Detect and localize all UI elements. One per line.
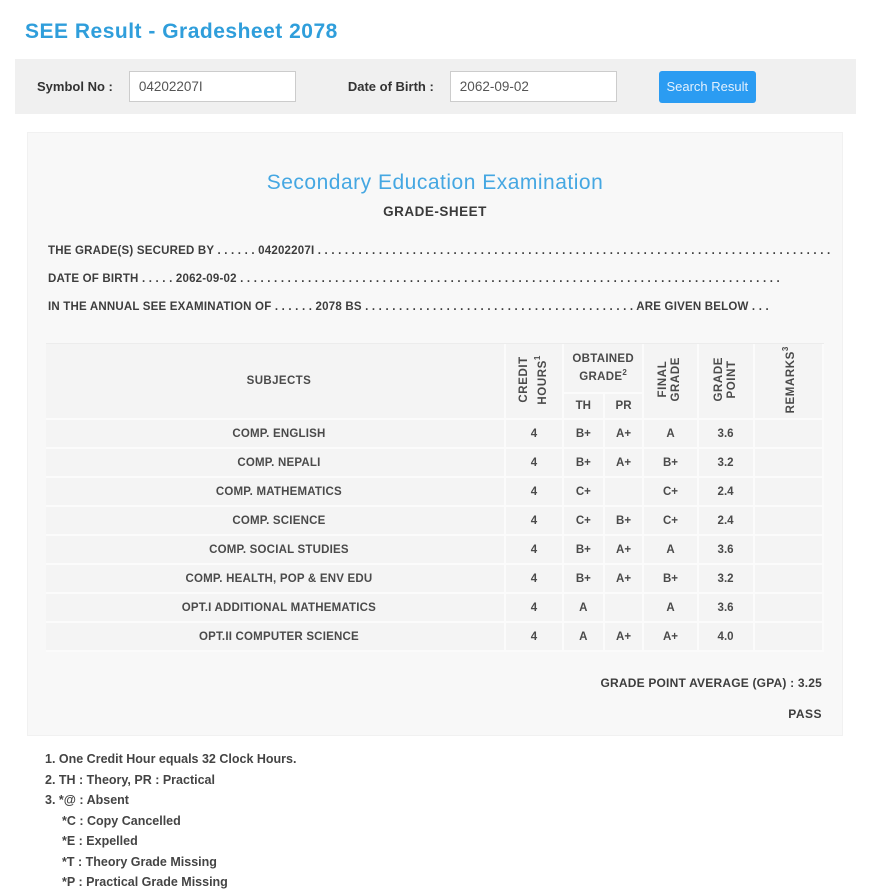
table-row	[46, 449, 824, 478]
remarks-cell	[755, 478, 824, 507]
grade-point-cell: 3.6	[699, 420, 755, 449]
obtained-grade-line2: GRADE	[579, 370, 623, 383]
remarks-cell	[755, 565, 824, 594]
credit-cell: 4	[506, 536, 564, 565]
gpa-line: GRADE POINT AVERAGE (GPA) : 3.25	[600, 676, 822, 690]
credit-cell: 4	[506, 420, 564, 449]
remarks-sup: 3	[780, 345, 790, 351]
note-line: *P : Practical Grade Missing	[62, 875, 228, 889]
note-line: 2. TH : Theory, PR : Practical	[45, 772, 215, 787]
final-grade-cell: B+	[644, 449, 698, 478]
remarks-header	[755, 344, 824, 420]
th-grade-cell: B+	[564, 536, 605, 565]
subject-cell: COMP. ENGLISH	[46, 420, 506, 449]
final-grade-cell: A	[644, 420, 698, 449]
th-subheader: TH	[564, 394, 605, 420]
search-bar	[15, 59, 856, 114]
pr-grade-cell	[605, 478, 645, 507]
grade-secured-line: THE GRADE(S) SECURED BY . . . . . . 04202207I . . . . . . . . . . . . . . . . . . . . . . . . . . . . . . . . . . . . . . . . . . . . . . . . . . . . . . . . . . . . . . . . . . . . . . . . . . . .	[48, 245, 831, 257]
final-grade-line1: FINAL	[657, 361, 670, 398]
grades-table	[46, 343, 824, 652]
grade-point-cell: 2.4	[699, 507, 755, 536]
credit-cell: 4	[506, 565, 564, 594]
exam-heading: Secondary Education Examination	[266, 171, 604, 194]
grade-point-cell: 2.4	[699, 478, 755, 507]
pr-subheader: PR	[605, 394, 645, 420]
date-of-birth-label: Date of Birth :	[347, 79, 434, 94]
note-line: *E : Expelled	[62, 834, 138, 848]
page-title: SEE Result - Gradesheet 2078	[25, 20, 338, 43]
subject-cell: COMP. NEPALI	[46, 449, 506, 478]
final-grade-cell: C+	[644, 507, 698, 536]
th-grade-cell: A	[564, 594, 605, 623]
final-grade-cell: C+	[644, 478, 698, 507]
grade-point-cell: 3.6	[699, 594, 755, 623]
obtained-grade-line1: OBTAINED	[572, 353, 634, 366]
credit-cell: 4	[506, 594, 564, 623]
table-row	[46, 478, 824, 507]
grades-body	[46, 420, 824, 652]
note-line: *T : Theory Grade Missing	[62, 854, 217, 869]
pr-grade-cell: A+	[605, 449, 645, 478]
obtained-grade-header	[564, 344, 644, 394]
grade-point-header	[699, 344, 755, 420]
table-row	[46, 420, 824, 449]
remarks-cell	[755, 623, 824, 652]
th-grade-cell: B+	[564, 449, 605, 478]
pr-grade-cell: B+	[605, 507, 645, 536]
credit-cell: 4	[506, 623, 564, 652]
pr-grade-cell: A+	[605, 623, 645, 652]
remarks-cell	[755, 507, 824, 536]
credit-cell: 4	[506, 449, 564, 478]
table-row	[46, 565, 824, 594]
dob-line: DATE OF BIRTH . . . . . 2062-09-02 . . . . . . . . . . . . . . . . . . . . . . . . . . . . . . . . . . . . . . . . . . . . . . . . . . . . . . . . . . . . . . . . . . . . . . . . . . . . . . . .	[48, 273, 780, 285]
credit-cell: 4	[506, 478, 564, 507]
credit-cell: 4	[506, 507, 564, 536]
remarks-cell	[755, 594, 824, 623]
footnotes	[45, 749, 871, 893]
final-grade-cell: A	[644, 594, 698, 623]
grade-point-line1: GRADE	[712, 357, 725, 402]
date-of-birth-input[interactable]	[450, 71, 617, 102]
final-grade-line2: GRADE	[670, 357, 683, 402]
grade-point-cell: 3.6	[699, 536, 755, 565]
credit-hours-line1: CREDIT	[517, 356, 530, 403]
pr-grade-cell: A+	[605, 565, 645, 594]
subject-cell: COMP. SCIENCE	[46, 507, 506, 536]
credit-hours-header	[506, 344, 564, 420]
subject-cell: COMP. MATHEMATICS	[46, 478, 506, 507]
th-grade-cell: B+	[564, 565, 605, 594]
remarks-label: REMARKS	[784, 350, 797, 414]
symbol-no-input[interactable]	[129, 71, 296, 102]
gradesheet-intro	[48, 237, 831, 321]
table-row	[46, 507, 824, 536]
subjects-header: SUBJECTS	[46, 344, 506, 420]
note-line: 1. One Credit Hour equals 32 Clock Hours.	[45, 752, 297, 766]
table-row	[46, 536, 824, 565]
obtained-grade-sup: 2	[622, 368, 628, 378]
th-grade-cell: C+	[564, 478, 605, 507]
pr-grade-cell	[605, 594, 645, 623]
grade-point-line2: POINT	[725, 360, 738, 399]
subject-cell: OPT.II COMPUTER SCIENCE	[46, 623, 506, 652]
final-grade-header	[644, 344, 698, 420]
note-line: *C : Copy Cancelled	[62, 813, 181, 828]
remarks-cell	[755, 420, 824, 449]
pr-grade-cell: A+	[605, 536, 645, 565]
subject-cell: COMP. SOCIAL STUDIES	[46, 536, 506, 565]
table-row	[46, 623, 824, 652]
gradesheet-subheading: GRADE-SHEET	[383, 204, 487, 219]
pr-grade-cell: A+	[605, 420, 645, 449]
grade-point-cell: 3.2	[699, 565, 755, 594]
note-line: 3. *@ : Absent	[45, 793, 129, 807]
table-row	[46, 594, 824, 623]
grade-point-cell: 4.0	[699, 623, 755, 652]
final-grade-cell: A+	[644, 623, 698, 652]
result-status: PASS	[788, 707, 822, 721]
credit-hours-sup: 1	[532, 354, 542, 360]
th-grade-cell: C+	[564, 507, 605, 536]
remarks-cell	[755, 536, 824, 565]
credit-hours-line2: HOURS	[536, 359, 549, 405]
final-grade-cell: B+	[644, 565, 698, 594]
subject-cell: COMP. HEALTH, POP & ENV EDU	[46, 565, 506, 594]
exam-year-line: IN THE ANNUAL SEE EXAMINATION OF . . . . . . 2078 BS . . . . . . . . . . . . . . . . . . . . . . . . . . . . . . . . . . . . . . . . ARE GIVEN BELOW . . .	[48, 301, 769, 313]
gradesheet-card	[27, 132, 843, 736]
th-grade-cell: B+	[564, 420, 605, 449]
final-grade-cell: A	[644, 536, 698, 565]
remarks-cell	[755, 449, 824, 478]
grade-point-cell: 3.2	[699, 449, 755, 478]
th-grade-cell: A	[564, 623, 605, 652]
symbol-no-label: Symbol No :	[37, 79, 113, 94]
search-result-button[interactable]: Search Result	[659, 71, 756, 103]
subject-cell: OPT.I ADDITIONAL MATHEMATICS	[46, 594, 506, 623]
